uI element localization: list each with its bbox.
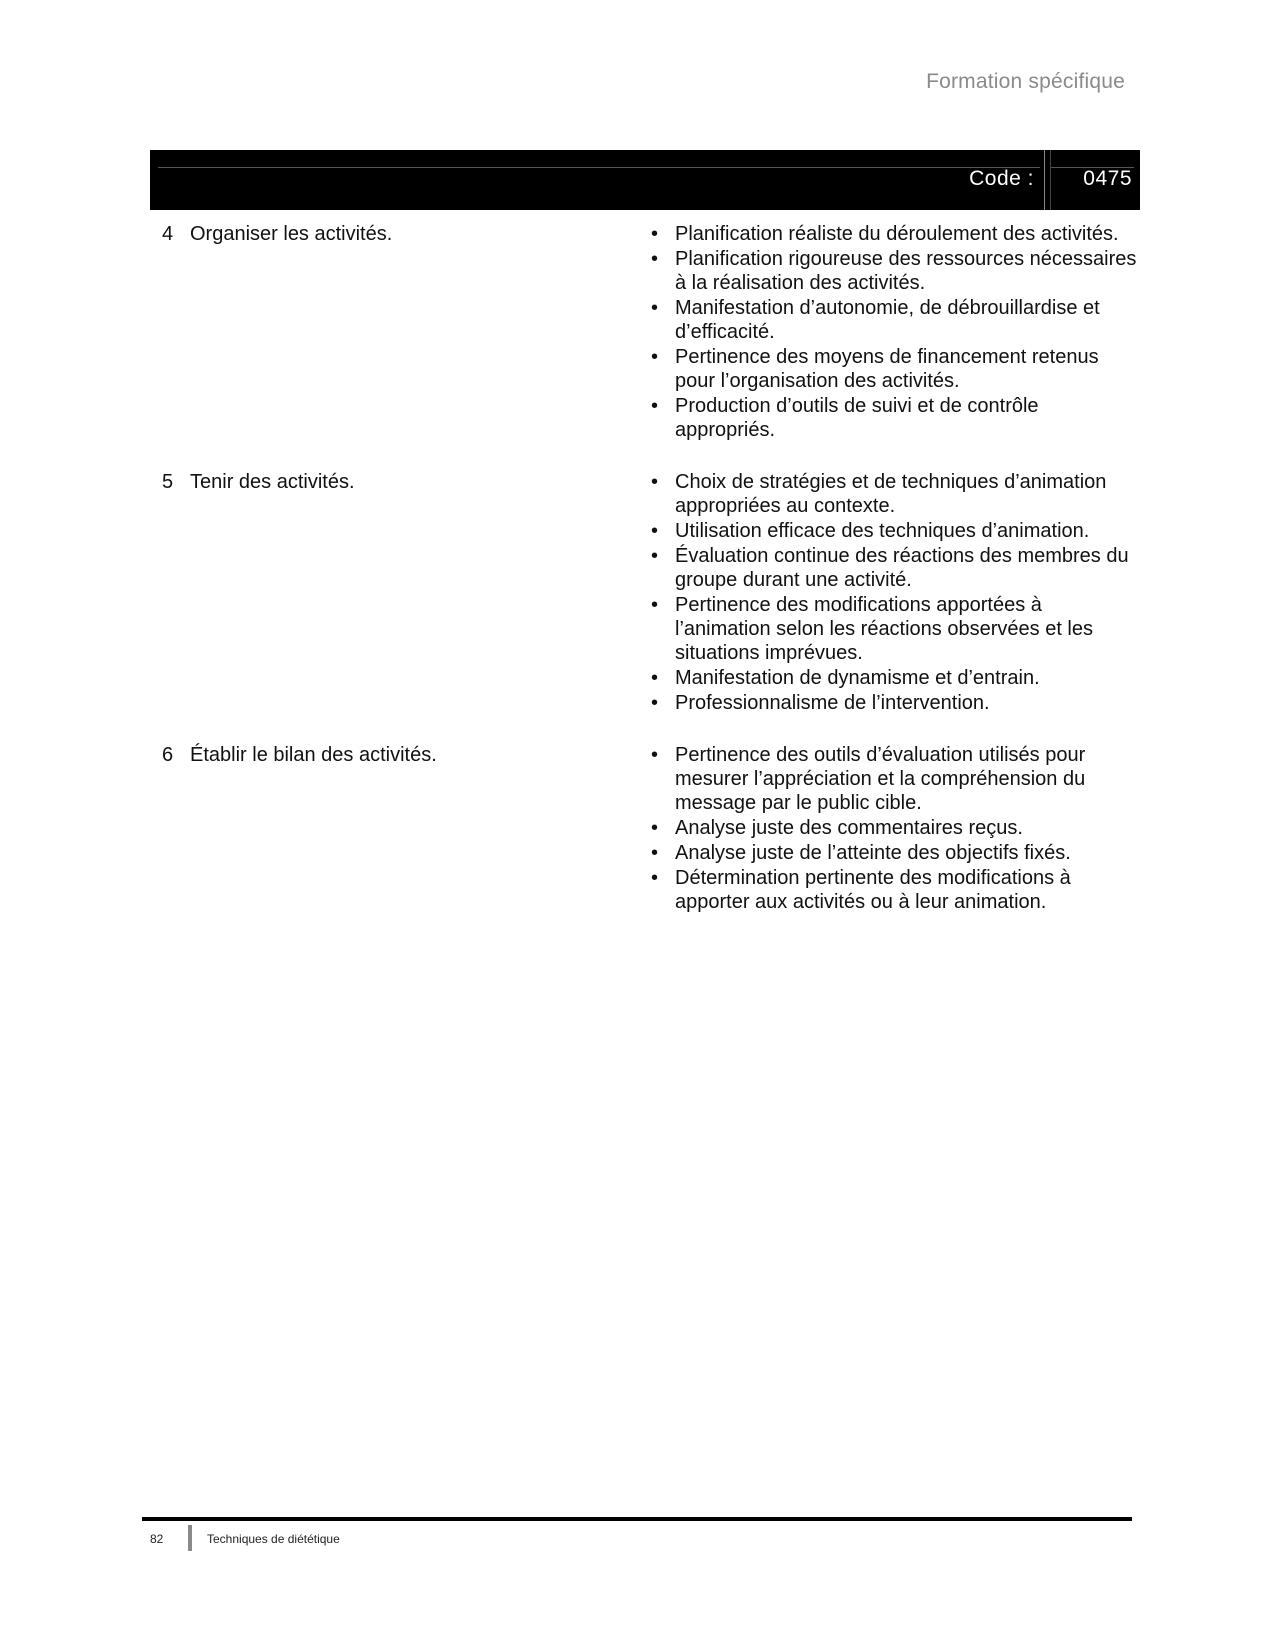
elements-table: [150, 222, 1140, 942]
element-cell: [150, 222, 645, 443]
code-label: Code :: [969, 167, 1034, 190]
footer-rule: [142, 1517, 1132, 1521]
criterion-item: • Analyse juste des commentaires reçus.: [645, 816, 1140, 840]
element-title: Organiser les activités.: [190, 223, 393, 245]
criterion-item: • Production d’outils de suivi et de contrôle appropriés.: [645, 394, 1140, 442]
code-bar-divider: [1044, 150, 1045, 210]
element-number: 4: [162, 223, 174, 245]
footer-separator: [188, 1525, 192, 1551]
criteria-cell: [645, 743, 1140, 915]
element-title: Tenir des activités.: [190, 471, 355, 493]
criterion-item: • Détermination pertinente des modifications à apporter aux activités ou à leur animation.: [645, 866, 1140, 914]
criterion-item: • Pertinence des outils d’évaluation utilisés pour mesurer l’appréciation et la compréhension du message par le public cible.: [645, 743, 1140, 815]
code-value: 0475: [1083, 167, 1132, 190]
code-bar: [150, 150, 1140, 210]
criterion-item: • Planification rigoureuse des ressources nécessaires à la réalisation des activités.: [645, 247, 1140, 295]
criterion-item: • Évaluation continue des réactions des membres du groupe durant une activité.: [645, 544, 1140, 592]
criteria-cell: [645, 222, 1140, 443]
code-bar-divider-inner: [1050, 150, 1051, 210]
criterion-item: • Analyse juste de l’atteinte des objectifs fixés.: [645, 841, 1140, 865]
criterion-item: • Manifestation de dynamisme et d’entrain.: [645, 666, 1140, 690]
criterion-item: • Choix de stratégies et de techniques d’animation appropriées au contexte.: [645, 470, 1140, 518]
criterion-item: • Pertinence des modifications apportées à l’animation selon les réactions observées et les situations imprévues.: [645, 593, 1140, 665]
element-number: 5: [162, 471, 174, 493]
element-row: [150, 470, 1140, 716]
criteria-cell: [645, 470, 1140, 716]
footer-title: Techniques de diététique: [207, 1532, 340, 1546]
criterion-item: • Utilisation efficace des techniques d’animation.: [645, 519, 1140, 543]
element-title: Établir le bilan des activités.: [190, 744, 437, 766]
criterion-item: • Planification réaliste du déroulement des activités.: [645, 222, 1140, 246]
element-row: [150, 222, 1140, 443]
page-number: 82: [150, 1532, 164, 1546]
criteria-list: [645, 743, 1140, 914]
element-row: [150, 743, 1140, 915]
element-cell: [150, 743, 645, 915]
criterion-item: • Manifestation d’autonomie, de débrouillardise et d’efficacité.: [645, 296, 1140, 344]
criterion-item: • Professionnalisme de l’intervention.: [645, 691, 1140, 715]
element-cell: [150, 470, 645, 716]
running-header: Formation spécifique: [926, 70, 1125, 93]
criteria-list: [645, 222, 1140, 442]
element-number: 6: [162, 744, 174, 766]
criteria-list: [645, 470, 1140, 715]
code-bar-rule: [158, 167, 1040, 168]
criterion-item: • Pertinence des moyens de financement retenus pour l’organisation des activités.: [645, 345, 1140, 393]
